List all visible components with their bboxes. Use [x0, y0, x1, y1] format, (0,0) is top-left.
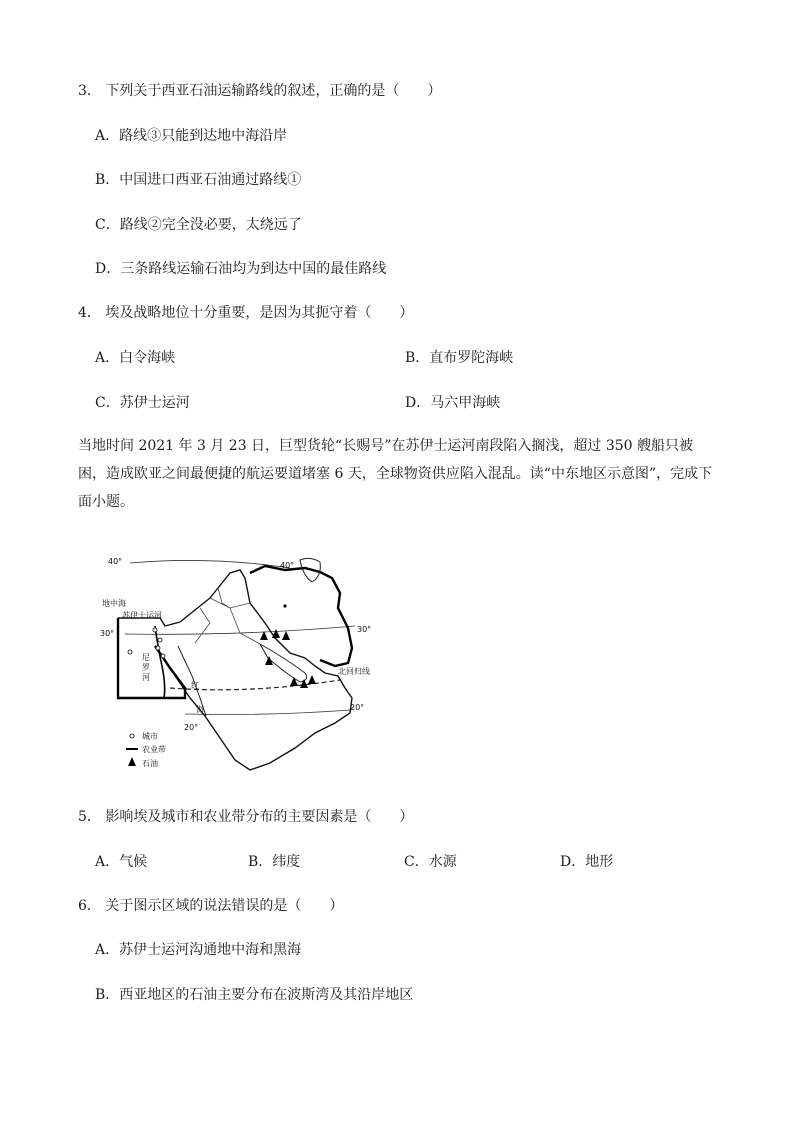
map-legend [126, 731, 166, 768]
label-lat30-right: 30° [357, 625, 372, 634]
q3-option-c: C．路线②完全没必要，太绕远了 [95, 217, 302, 233]
q4-option-c: C．苏伊士运河 [95, 395, 190, 411]
label-lat40-right: 40° [280, 561, 295, 570]
map-svg [100, 548, 380, 778]
label-red-sea-1: 红 [191, 681, 199, 690]
q4-stem: 4． 埃及战略地位十分重要，是因为其扼守着（ ） [78, 305, 414, 321]
label-suez: 苏伊士运河 [122, 611, 162, 620]
label-lat20-right: 20° [350, 703, 365, 712]
label-nile-1: 尼 [142, 653, 150, 662]
q5-option-d: D．地形 [560, 854, 614, 870]
q4-option-b: B．直布罗陀海峡 [405, 350, 514, 366]
legend-agri-label: 农业带 [142, 745, 166, 754]
city-dot [156, 646, 160, 650]
legend-oil-label: 石油 [142, 759, 158, 768]
label-lat40-left: 40° [108, 557, 123, 566]
q4-option-a: A．白令海峡 [95, 350, 176, 366]
q6-option-b: B．西亚地区的石油主要分布在波斯湾及其沿岸地区 [95, 987, 414, 1003]
q5-stem: 5． 影响埃及城市和农业带分布的主要因素是（ ） [78, 809, 414, 825]
label-nile-3: 河 [142, 673, 150, 682]
nile-river [155, 626, 165, 698]
q4-option-d: D．马六甲海峡 [405, 395, 501, 411]
label-lat30-left: 30° [100, 629, 115, 638]
q3-option-a: A．路线③只能到达地中海沿岸 [95, 128, 288, 144]
q3-option-d: D．三条路线运输石油均为到达中国的最佳路线 [95, 261, 387, 277]
q5-option-b: B．纬度 [248, 854, 301, 870]
city-dot [128, 650, 132, 654]
label-nile-2: 罗 [142, 663, 150, 672]
egypt-border [118, 618, 185, 698]
q3-option-b: B．中国进口西亚石油通过路线① [95, 172, 302, 188]
label-tropic: 北回归线 [338, 667, 370, 676]
label-lat20-left: 20° [184, 723, 199, 732]
label-mediterranean: 地中海 [102, 599, 126, 608]
label-red-sea-2: 海 [196, 705, 204, 714]
legend-oil-symbol [128, 757, 136, 766]
legend-city-symbol [130, 734, 134, 738]
q6-option-a: A．苏伊士运河沟通地中海和黑海 [95, 942, 302, 958]
iran-border [250, 566, 352, 666]
city-dot [283, 604, 286, 607]
city-dot [161, 654, 165, 658]
legend-city-label: 城市 [142, 732, 158, 741]
passage: 当地时间 2021 年 3 月 23 日，巨型货轮“长赐号”在苏伊士运河南段陷入搁浅，超过 350 艘船只被困，造成欧亚之间最便捷的航运要道堵塞 6 天，全球物资供应陷入混乱。读“中东地区示意图”，完成下面小题。 [78, 438, 713, 510]
city-dot [158, 638, 162, 642]
q6-stem: 6． 关于图示区域的说法错误的是（ ） [78, 898, 344, 914]
q5-option-a: A．气候 [95, 854, 148, 870]
middle-east-map [100, 548, 380, 778]
q5-option-c: C．水源 [404, 854, 457, 870]
q3-stem: 3． 下列关于西亚石油运输路线的叙述，正确的是（ ） [78, 83, 442, 99]
city-dot [153, 628, 157, 632]
oil-markers [260, 629, 316, 688]
lat-20-line [185, 710, 350, 715]
